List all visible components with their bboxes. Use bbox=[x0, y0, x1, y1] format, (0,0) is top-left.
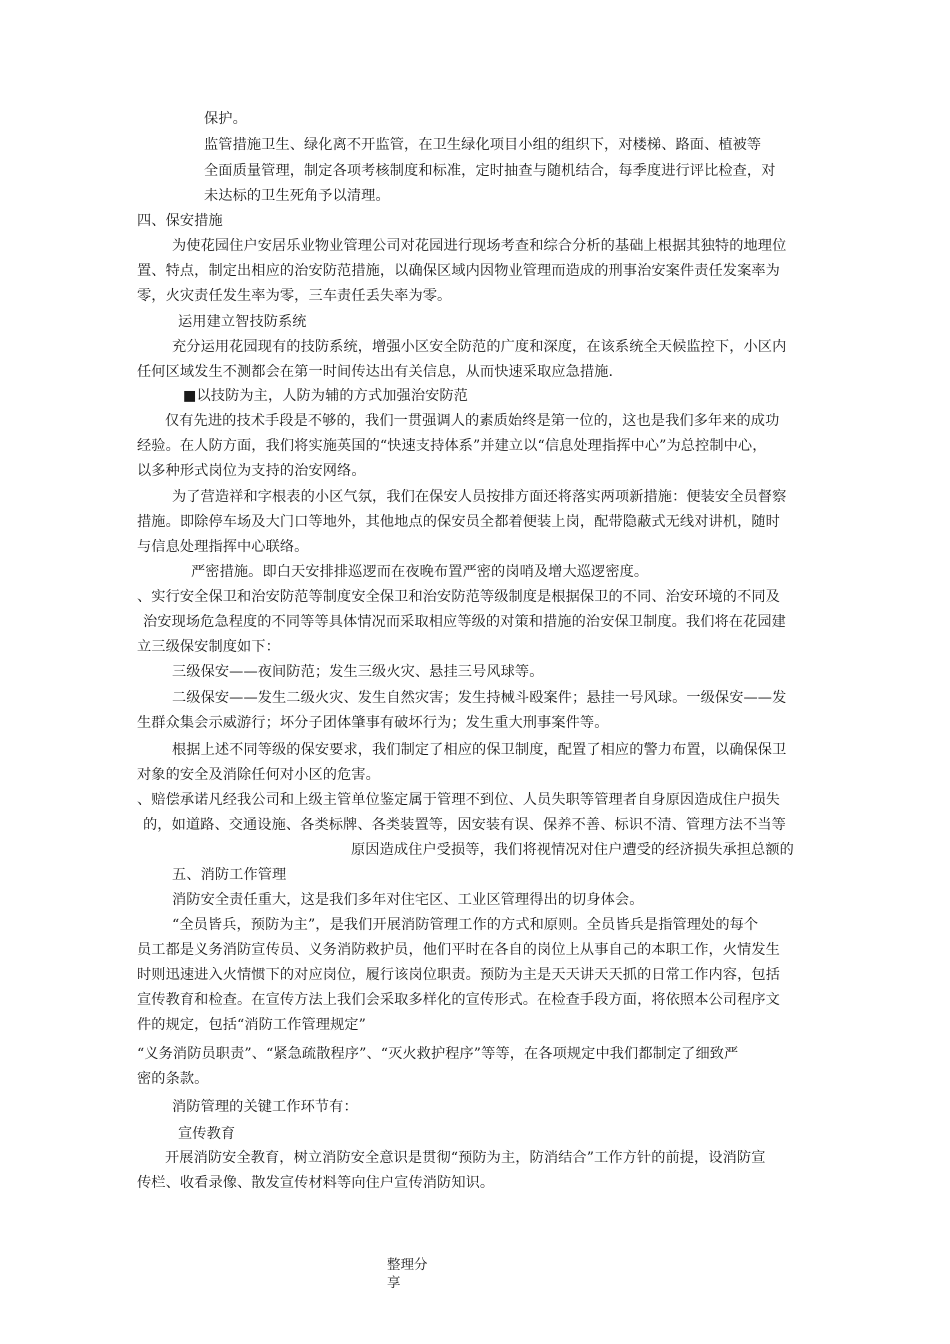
text-line: 三级保安——夜间防范；发生三级火灾、悬挂三号风球等。 bbox=[172, 664, 544, 680]
subheading: 宣传教育 bbox=[178, 1126, 236, 1142]
text-line: 严密措施。即白天安排排巡逻而在夜晚布置严密的岗哨及增大巡逻密度。 bbox=[191, 564, 649, 580]
text-line: “全员皆兵，预防为主”，是我们开展消防管理工作的方式和原则。全员皆兵是指管理处的每个 bbox=[172, 917, 759, 933]
text-line: 保护。 bbox=[204, 111, 247, 127]
text-line: 的，如道路、交通设施、各类标牌、各类装置等，因安装有误、保养不善、标识不清、管理方法不当等 bbox=[143, 817, 786, 833]
text-line: 员工都是义务消防宣传员、义务消防救护员，他们平时在各自的岗位上从事自己的本职工作，火情发生 bbox=[137, 942, 780, 958]
text-line: 未达标的卫生死角予以清理。 bbox=[204, 188, 390, 204]
text-line: 以多种形式岗位为支持的治安网络。 bbox=[137, 463, 366, 479]
text-line: 治安现场危急程度的不同等等具体情况而采取相应等级的对策和措施的治安保卫制度。我们将在花园建 bbox=[143, 614, 786, 630]
text-line: 仅有先进的技术手段是不够的，我们一贯强调人的素质始终是第一位的，这也是我们多年来的成功 bbox=[165, 413, 780, 429]
text-line: 为了营造祥和字根表的小区气氛，我们在保安人员按排方面还将落实两项新措施：便装安全员督察 bbox=[172, 489, 787, 505]
text-line: 、实行安全保卫和治安防范等制度安全保卫和治安防范等级制度是根据保卫的不同、治安环境的不同及 bbox=[137, 589, 780, 605]
text-line: 充分运用花园现有的技防系统，增强小区安全防范的广度和深度，在该系统全天候监控下，小区内 bbox=[172, 339, 787, 355]
text-line: 零，火灾责任发生率为零，三车责任丢失率为零。 bbox=[137, 288, 452, 304]
text-line: 消防安全责任重大，这是我们多年对住宅区、工业区管理得出的切身体会。 bbox=[172, 892, 644, 908]
text-line: “义务消防员职责”、“紧急疏散程序”、“灭火救护程序”等等，在各项规定中我们都制定了细致严 bbox=[137, 1046, 739, 1062]
text-line: 措施。即除停车场及大门口等地外，其他地点的保安员全都着便装上岗，配带隐蔽式无线对讲机，随时 bbox=[137, 514, 780, 530]
text-line: 传栏、收看录像、散发宣传材料等向住户宣传消防知识。 bbox=[137, 1175, 495, 1191]
text-line: 开展消防安全教育，树立消防安全意识是贯彻“预防为主，防消结合”工作方针的前提，设消防宣 bbox=[165, 1150, 766, 1166]
text-line: 立三级保安制度如下： bbox=[137, 639, 280, 655]
text-line: 对象的安全及消除任何对小区的危害。 bbox=[137, 767, 380, 783]
text-line: 、赔偿承诺凡经我公司和上级主管单位鉴定属于管理不到位、人员失职等管理者自身原因造成住户损失 bbox=[137, 792, 780, 808]
text-line: 任何区域发生不测都会在第一时间传达出有关信息，从而快速采取应急措施. bbox=[137, 364, 614, 380]
text-line: 密的条款。 bbox=[137, 1071, 209, 1087]
text-line: 宣传教育和检查。在宣传方法上我们会采取多样化的宣传形式。在检查手段方面，将依照本公司程序文 bbox=[137, 992, 780, 1008]
footer-line-1: 整理分 bbox=[387, 1257, 428, 1273]
text-line: 置、特点，制定出相应的治安防范措施，以确保区域内因物业管理而造成的刑事治安案件责任发案率为 bbox=[137, 263, 780, 279]
text-line: 时则迅速进入火情惯下的对应岗位，履行该岗位职责。预防为主是天天讲天天抓的日常工作内容，包括 bbox=[137, 967, 780, 983]
text-line: 经验。在人防方面，我们将实施英国的“快速支持体系”并建立以“信息处理指挥中心”为总控制中心， bbox=[137, 438, 767, 454]
text-line: 与信息处理指挥中心联络。 bbox=[137, 539, 309, 555]
text-line: 根据上述不同等级的保安要求，我们制定了相应的保卫制度，配置了相应的警力布置，以确保保卫 bbox=[172, 742, 787, 758]
section-heading: 四、保安措施 bbox=[137, 213, 223, 229]
section-heading: 五、消防工作管理 bbox=[172, 867, 287, 883]
text-line: 监管措施卫生、绿化离不开监管，在卫生绿化项目小组的组织下，对楼梯、路面、植被等 bbox=[204, 137, 762, 153]
text-line: 消防管理的关键工作环节有： bbox=[172, 1099, 358, 1115]
text-line: 原因造成住户受损等，我们将视情况对住户遭受的经济损失承担总额的 bbox=[351, 842, 794, 858]
text-line: 全面质量管理，制定各项考核制度和标准，定时抽查与随机结合，每季度进行评比检查，对 bbox=[204, 163, 776, 179]
footer-line-2: 享 bbox=[387, 1275, 401, 1291]
subheading: 运用建立智技防系统 bbox=[178, 314, 307, 330]
text-line: 件的规定，包括“消防工作管理规定” bbox=[137, 1017, 367, 1033]
text-line: 二级保安——发生二级火灾、发生自然灾害；发生持械斗殴案件；悬挂一号风球。一级保安——发 bbox=[172, 690, 787, 706]
subheading: ■以技防为主，人防为辅的方式加强治安防范 bbox=[183, 388, 468, 404]
text-line: 生群众集会示威游行；坏分子团体肇事有破坏行为；发生重大刑事案件等。 bbox=[137, 715, 609, 731]
text-line: 为使花园住户安居乐业物业管理公司对花园进行现场考查和综合分析的基础上根据其独特的地理位 bbox=[172, 238, 787, 254]
